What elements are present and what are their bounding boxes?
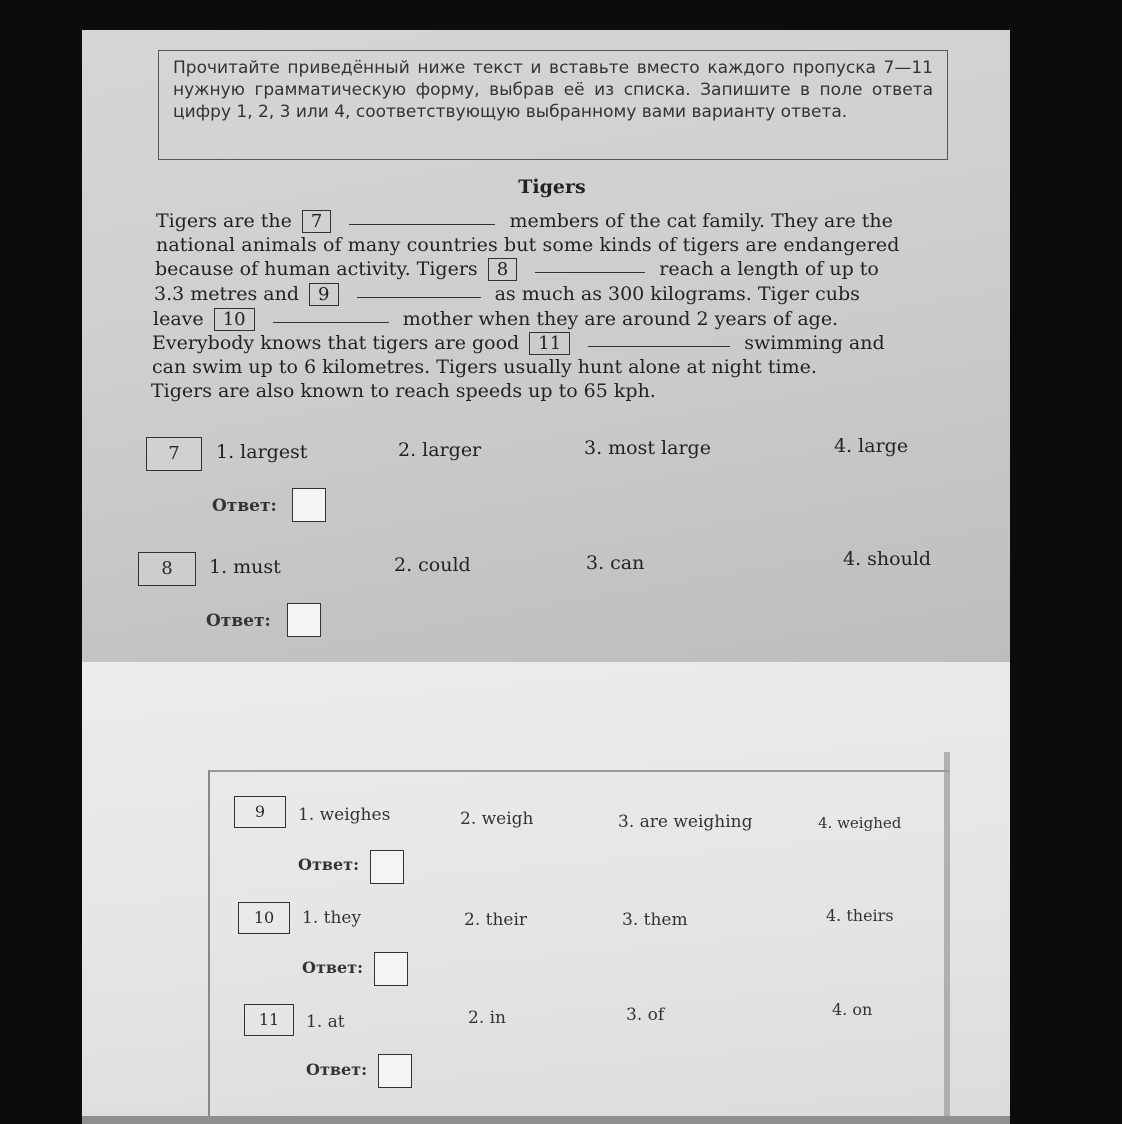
text-line-8: Tigers are also known to reach speeds up to 65 kph. bbox=[151, 380, 656, 402]
text-line-1 bbox=[156, 210, 893, 233]
question-8-option-2: 2. could bbox=[394, 554, 471, 576]
gap-9-marker: 9 bbox=[309, 283, 338, 306]
answer-label-10: Ответ: bbox=[302, 958, 363, 977]
text-line-4 bbox=[154, 283, 860, 306]
text-fragment: swimming and bbox=[744, 332, 885, 354]
text-line-2: national animals of many countries but some kinds of tigers are endangered bbox=[156, 234, 900, 256]
question-7-option-3: 3. most large bbox=[584, 437, 711, 459]
question-11-option-2: 2. in bbox=[468, 1008, 507, 1028]
answer-label-11: Ответ: bbox=[306, 1060, 367, 1079]
answer-label-9: Ответ: bbox=[298, 855, 359, 874]
question-10-option-2: 2. their bbox=[464, 910, 528, 930]
text-fragment: because of human activity. Tigers bbox=[155, 258, 478, 280]
gap-7-blank bbox=[349, 223, 495, 225]
question-7-option-2: 2. larger bbox=[398, 439, 482, 461]
question-11-option-3: 3. of bbox=[626, 1005, 665, 1025]
text-fragment: members of the cat family. They are the bbox=[509, 210, 893, 232]
text-fragment: reach a length of up to bbox=[659, 258, 879, 280]
page-edge bbox=[944, 752, 950, 1118]
question-7-number: 7 bbox=[146, 437, 202, 471]
question-11-option-4: 4. on bbox=[832, 1000, 873, 1019]
gap-9-blank bbox=[357, 296, 481, 298]
text-fragment: Everybody knows that tigers are good bbox=[152, 332, 520, 354]
text-fragment: as much as 300 kilograms. Tiger cubs bbox=[494, 283, 860, 305]
question-7-option-1: 1. largest bbox=[216, 441, 308, 463]
gap-7-marker: 7 bbox=[302, 210, 331, 233]
text-line-7: can swim up to 6 kilometres. Tigers usually hunt alone at night time. bbox=[152, 356, 817, 378]
question-9-option-1: 1. weighes bbox=[298, 805, 391, 825]
gap-11-blank bbox=[588, 345, 730, 347]
answer-input-10[interactable] bbox=[374, 952, 408, 986]
question-11-option-1: 1. at bbox=[306, 1012, 345, 1032]
question-10-option-3: 3. them bbox=[622, 910, 688, 930]
question-8-option-3: 3. can bbox=[586, 552, 645, 574]
answer-input-11[interactable] bbox=[378, 1054, 412, 1088]
question-9-option-4: 4. weighed bbox=[818, 814, 902, 832]
photo-bottom-edge bbox=[82, 1116, 1010, 1124]
question-8-option-1: 1. must bbox=[209, 556, 281, 578]
answer-input-8[interactable] bbox=[287, 603, 321, 637]
text-title: Tigers bbox=[518, 176, 586, 198]
text-line-6 bbox=[152, 332, 885, 355]
gap-8-marker: 8 bbox=[488, 258, 517, 281]
worksheet-photo-top bbox=[82, 30, 1010, 662]
worksheet-photo-bottom bbox=[82, 662, 1010, 1118]
question-10-option-1: 1. they bbox=[302, 908, 362, 928]
text-line-3 bbox=[155, 258, 879, 281]
gap-10-marker: 10 bbox=[214, 308, 255, 331]
gap-8-blank bbox=[535, 271, 645, 273]
answer-label-8: Ответ: bbox=[206, 611, 271, 631]
question-9-option-3: 3. are weighing bbox=[618, 812, 753, 832]
question-7-option-4: 4. large bbox=[834, 435, 909, 457]
text-fragment: leave bbox=[153, 308, 204, 330]
question-8-number: 8 bbox=[138, 552, 196, 586]
question-9-number: 9 bbox=[234, 796, 286, 828]
answer-input-9[interactable] bbox=[370, 850, 404, 884]
question-11-number: 11 bbox=[244, 1004, 294, 1036]
question-8-option-4: 4. should bbox=[843, 548, 932, 570]
gap-11-marker: 11 bbox=[529, 332, 570, 355]
instructions-box: Прочитайте приведённый ниже текст и вставьте вместо каждого пропуска 7—11 нужную грамматическую форму, выбрав её из списка. Запишите в поле ответа цифру 1, 2, 3 или 4, соответствующую выбранному вами варианту ответа. bbox=[158, 50, 948, 160]
text-line-5 bbox=[153, 308, 838, 331]
text-fragment: 3.3 metres and bbox=[154, 283, 299, 305]
question-9-option-2: 2. weigh bbox=[460, 809, 534, 829]
question-10-number: 10 bbox=[238, 902, 290, 934]
text-fragment: mother when they are around 2 years of age. bbox=[402, 308, 839, 330]
answer-input-7[interactable] bbox=[292, 488, 326, 522]
question-10-option-4: 4. theirs bbox=[826, 906, 894, 925]
text-fragment: Tigers are the bbox=[156, 210, 292, 232]
gap-10-blank bbox=[273, 321, 389, 323]
answer-label-7: Ответ: bbox=[212, 496, 277, 516]
